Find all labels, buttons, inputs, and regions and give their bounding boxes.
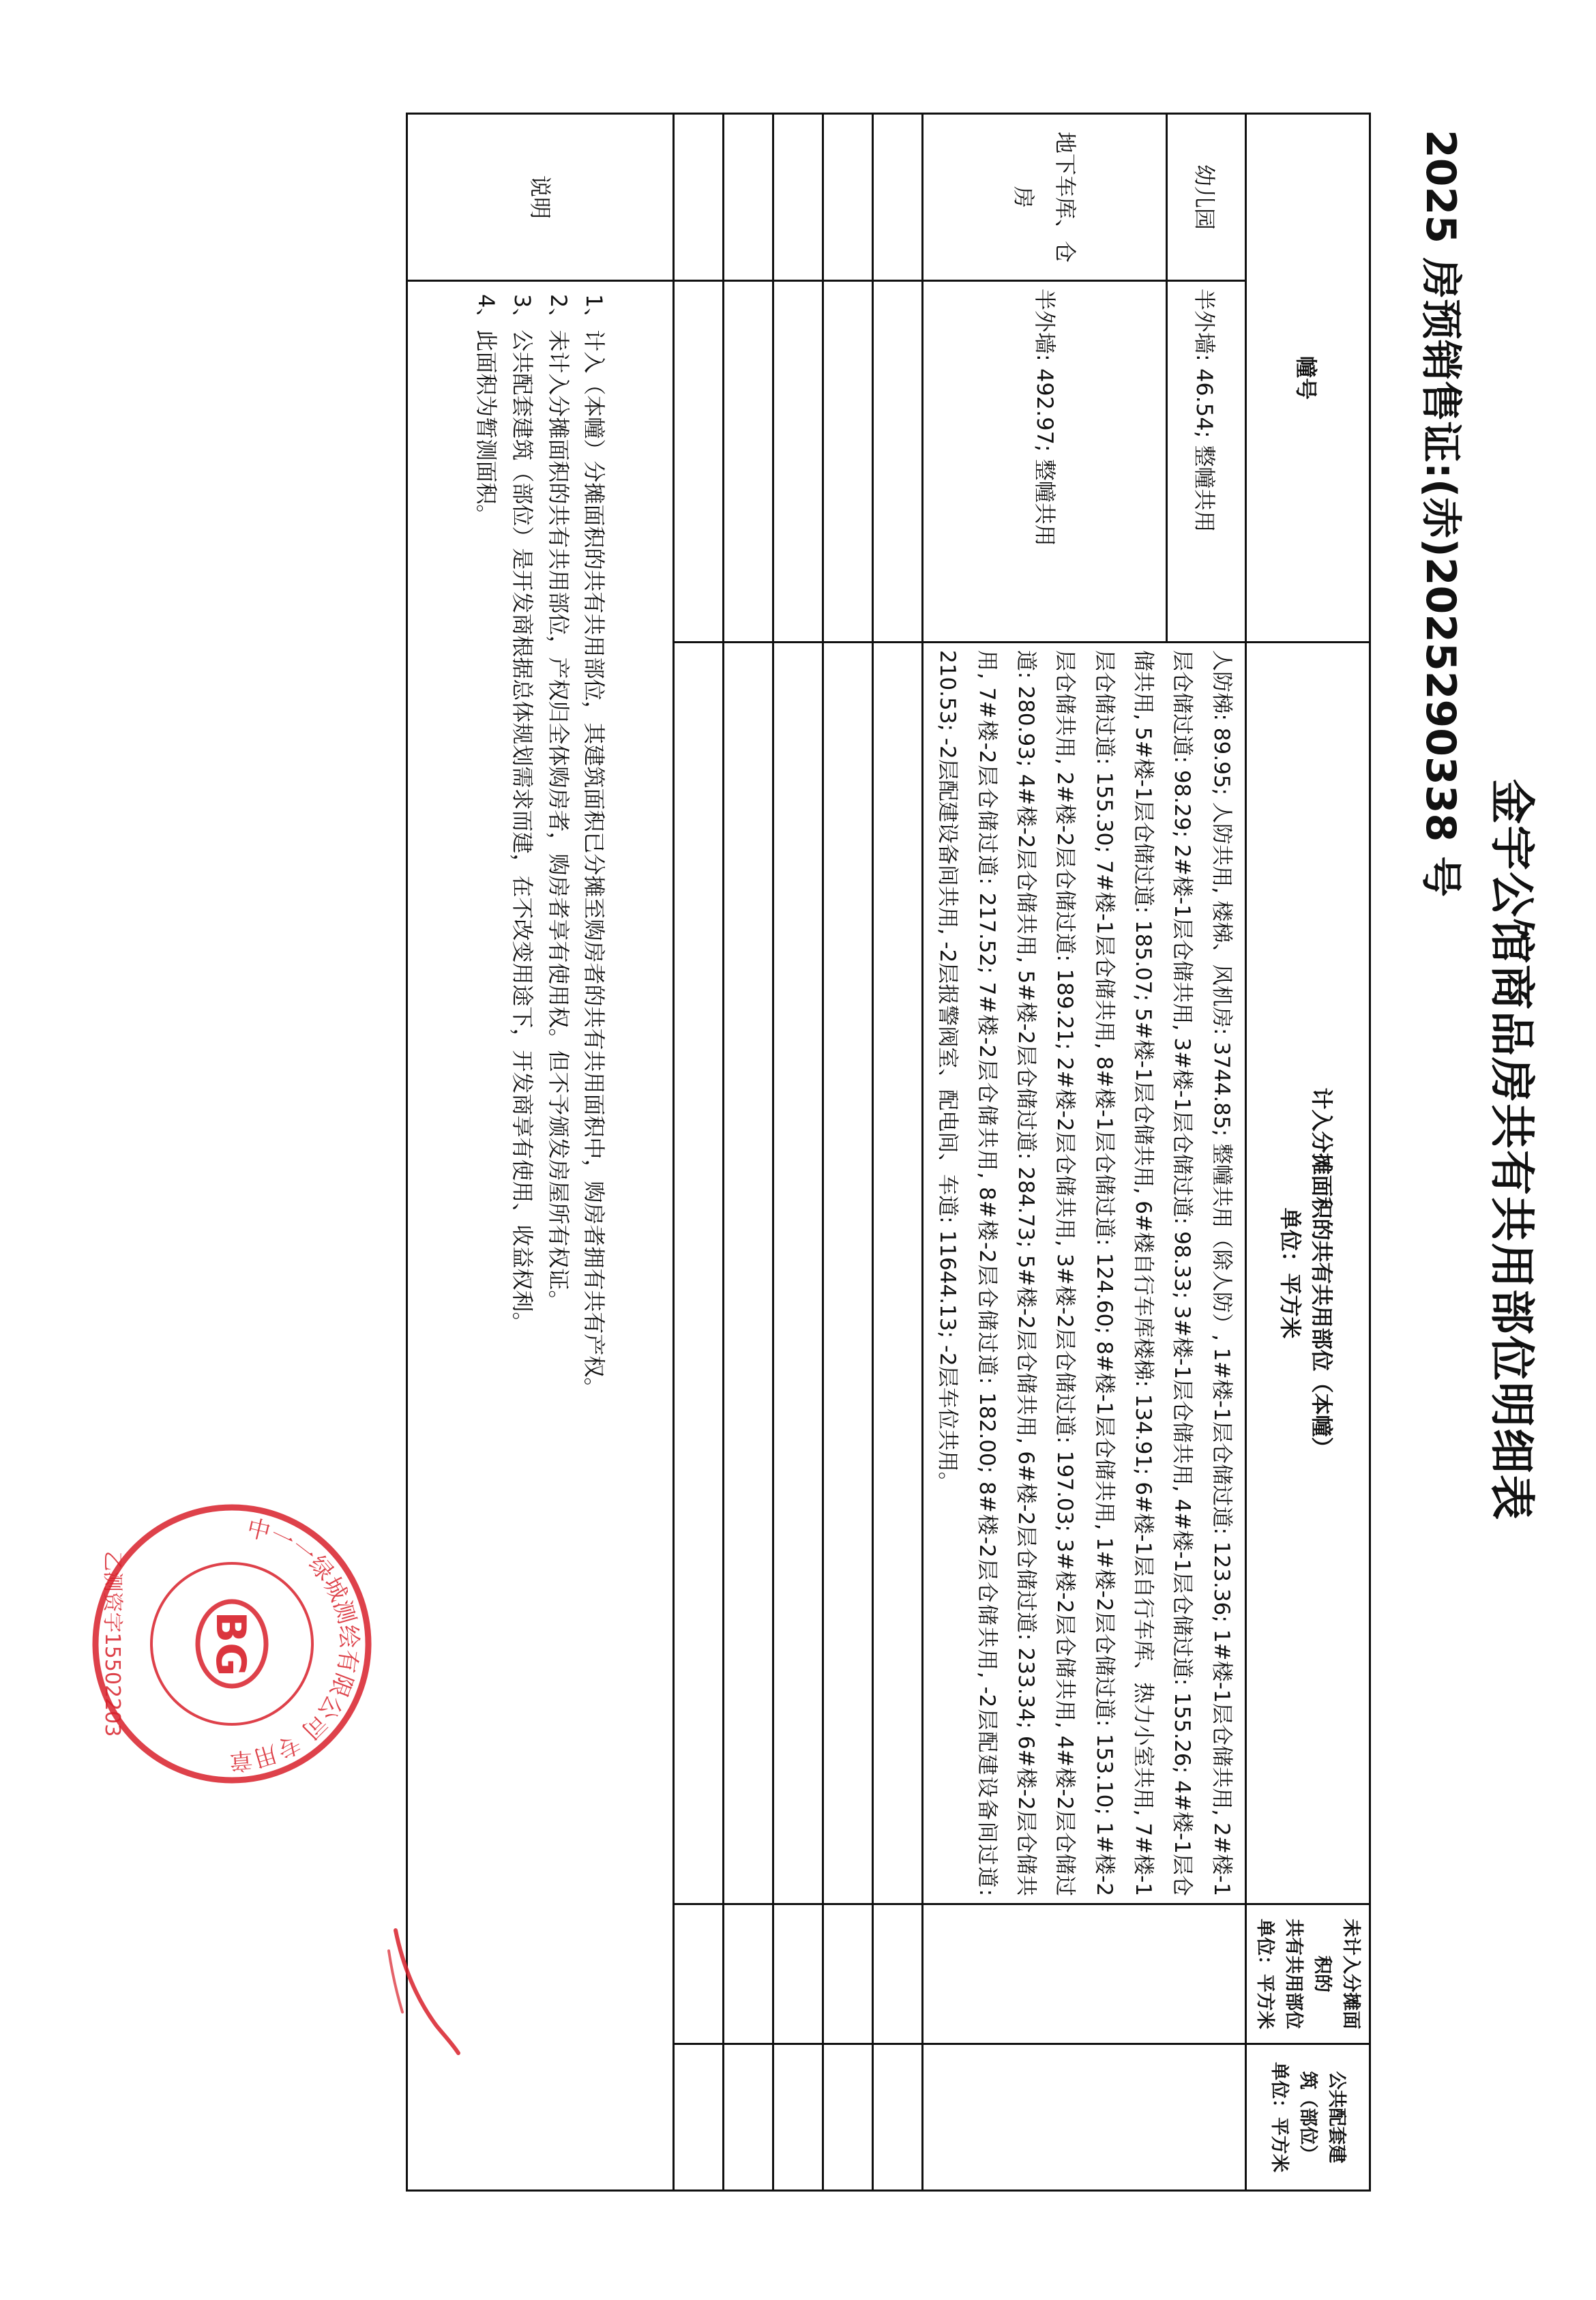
- building-own-area-cell: 半外墙: 46.54; 整幢共用: [1166, 281, 1245, 643]
- header-included-main: 计入分摊面积的共有共用部位（本幢）: [1309, 1087, 1335, 1459]
- header-public-line1: 公共配套建: [1326, 2071, 1348, 2164]
- presale-certificate-number: 2025 房预销售证:(赤)2025290338 号: [1417, 130, 1464, 898]
- notes-content: [407, 281, 673, 2191]
- handwritten-mark: [382, 1923, 464, 2060]
- table-row: [823, 114, 872, 2191]
- table-row: [673, 114, 723, 2191]
- excluded-shared-cell: [922, 1904, 1245, 2044]
- table-row: [773, 114, 823, 2191]
- note-item: 2、未计入分摊面积的共有共用部位，产权归全体购房者，购房者享有使用权。但不予颁发房屋所有权证。: [545, 294, 572, 1312]
- notes-row: [407, 114, 673, 2191]
- table-header-row: [1245, 114, 1370, 2191]
- header-included-unit: 单位：平方米: [1277, 1207, 1304, 1339]
- header-included-shared: [1245, 643, 1370, 1904]
- header-public-line2: 筑（部位）: [1297, 2071, 1319, 2164]
- note-item: 1、计入（本幢）分摊面积的共有共用部位，其建筑面积已分摊至购房者的共有共用面积中，购房者拥有共有产权。: [581, 294, 608, 1400]
- header-excluded-unit: 单位：平方米: [1254, 1919, 1276, 2030]
- document-title: 金宇公馆商品房共有共用部位明细表: [1486, 779, 1538, 1521]
- note-item: 4、此面积为暂测面积。: [473, 294, 500, 527]
- table-row: [723, 114, 773, 2191]
- building-name-cell: 地下车库、仓房: [922, 114, 1166, 281]
- table-row: [1166, 114, 1245, 2191]
- company-seal-stamp: [89, 1501, 375, 1787]
- building-name-cell: 幼儿园: [1166, 114, 1245, 281]
- svg-text:BG: BG: [207, 1611, 254, 1677]
- header-public-unit: 单位：平方米: [1269, 2062, 1290, 2173]
- notes-label: 说明: [407, 114, 673, 281]
- header-public-facilities: [1245, 2044, 1370, 2191]
- svg-text:中一一绿城测绘有限公司 专用章: 中一一绿城测绘有限公司 专用章: [228, 1514, 363, 1775]
- public-facilities-cell: [922, 2044, 1245, 2191]
- building-own-area-cell: 半外墙: 492.97; 整幢共用: [922, 281, 1166, 643]
- header-excluded-line2: 共有共用部位: [1283, 1919, 1305, 2030]
- shared-parts-table: [406, 113, 1371, 2192]
- included-shared-cell: 人防梯: 89.95; 人防共用, 楼梯、风机房: 3744.85; 整幢共用（除人防）, 1#楼-1层仓储过道: 123.36; 1#楼-1层仓储共用, 2#楼-1层仓储过道: 98.29; 2#楼-1层仓储共用, 3#楼-1层仓储过道: 98.33; 3#楼-1层仓储共用, 4#楼-1层仓储过道: 155.26; 4#楼-1层仓储共用, 5#楼-1层仓储过道: 185.07; 5#楼-1层仓储共用, 6#楼自行车库楼梯: 134.91; 6#楼-1层自行车库、热力小室共用, 7#楼-1层仓储过道: 155.30; 7#楼-1层仓储共用, 8#楼-1层仓储过道: 124.60; 8#楼-1层仓储共用, 1#楼-2层仓储过道: 153.10; 1#楼-2层仓储共用, 2#楼-2层仓储过道: 189.21; 2#楼-2层仓储共用, 3#楼-2层仓储过道: 197.03; 3#楼-2层仓储共用, 4#楼-2层仓储过道: 280.93; 4#楼-2层仓储共用, 5#楼-2层仓储过道: 284.73; 5#楼-2层仓储共用, 6#楼-2层仓储过道: 233.34; 6#楼-2层仓储共用, 7#楼-2层仓储过道: 217.52; 7#楼-2层仓储共用, 8#楼-2层仓储过道: 182.00; 8#楼-2层仓储共用, -2层配建设备间过道: 210.53; -2层配建设备间共用, -2层报警阀室、配电间、车道: 11644.13; -2层车位共用。: [922, 643, 1245, 1904]
- header-excluded-line1: 未计入分摊面积的: [1312, 1919, 1361, 2030]
- header-excluded-shared: [1245, 1904, 1370, 2044]
- note-item: 3、公共配套建筑（部位）是开发商根据总体规划需求而建，在不改变用途下，开发商享有使用、收益权利。: [509, 294, 535, 1334]
- table-row: [872, 114, 922, 2191]
- svg-text:乙测资字15502203: 乙测资字15502203: [100, 1550, 124, 1737]
- header-building-no: 幢号: [1245, 114, 1370, 643]
